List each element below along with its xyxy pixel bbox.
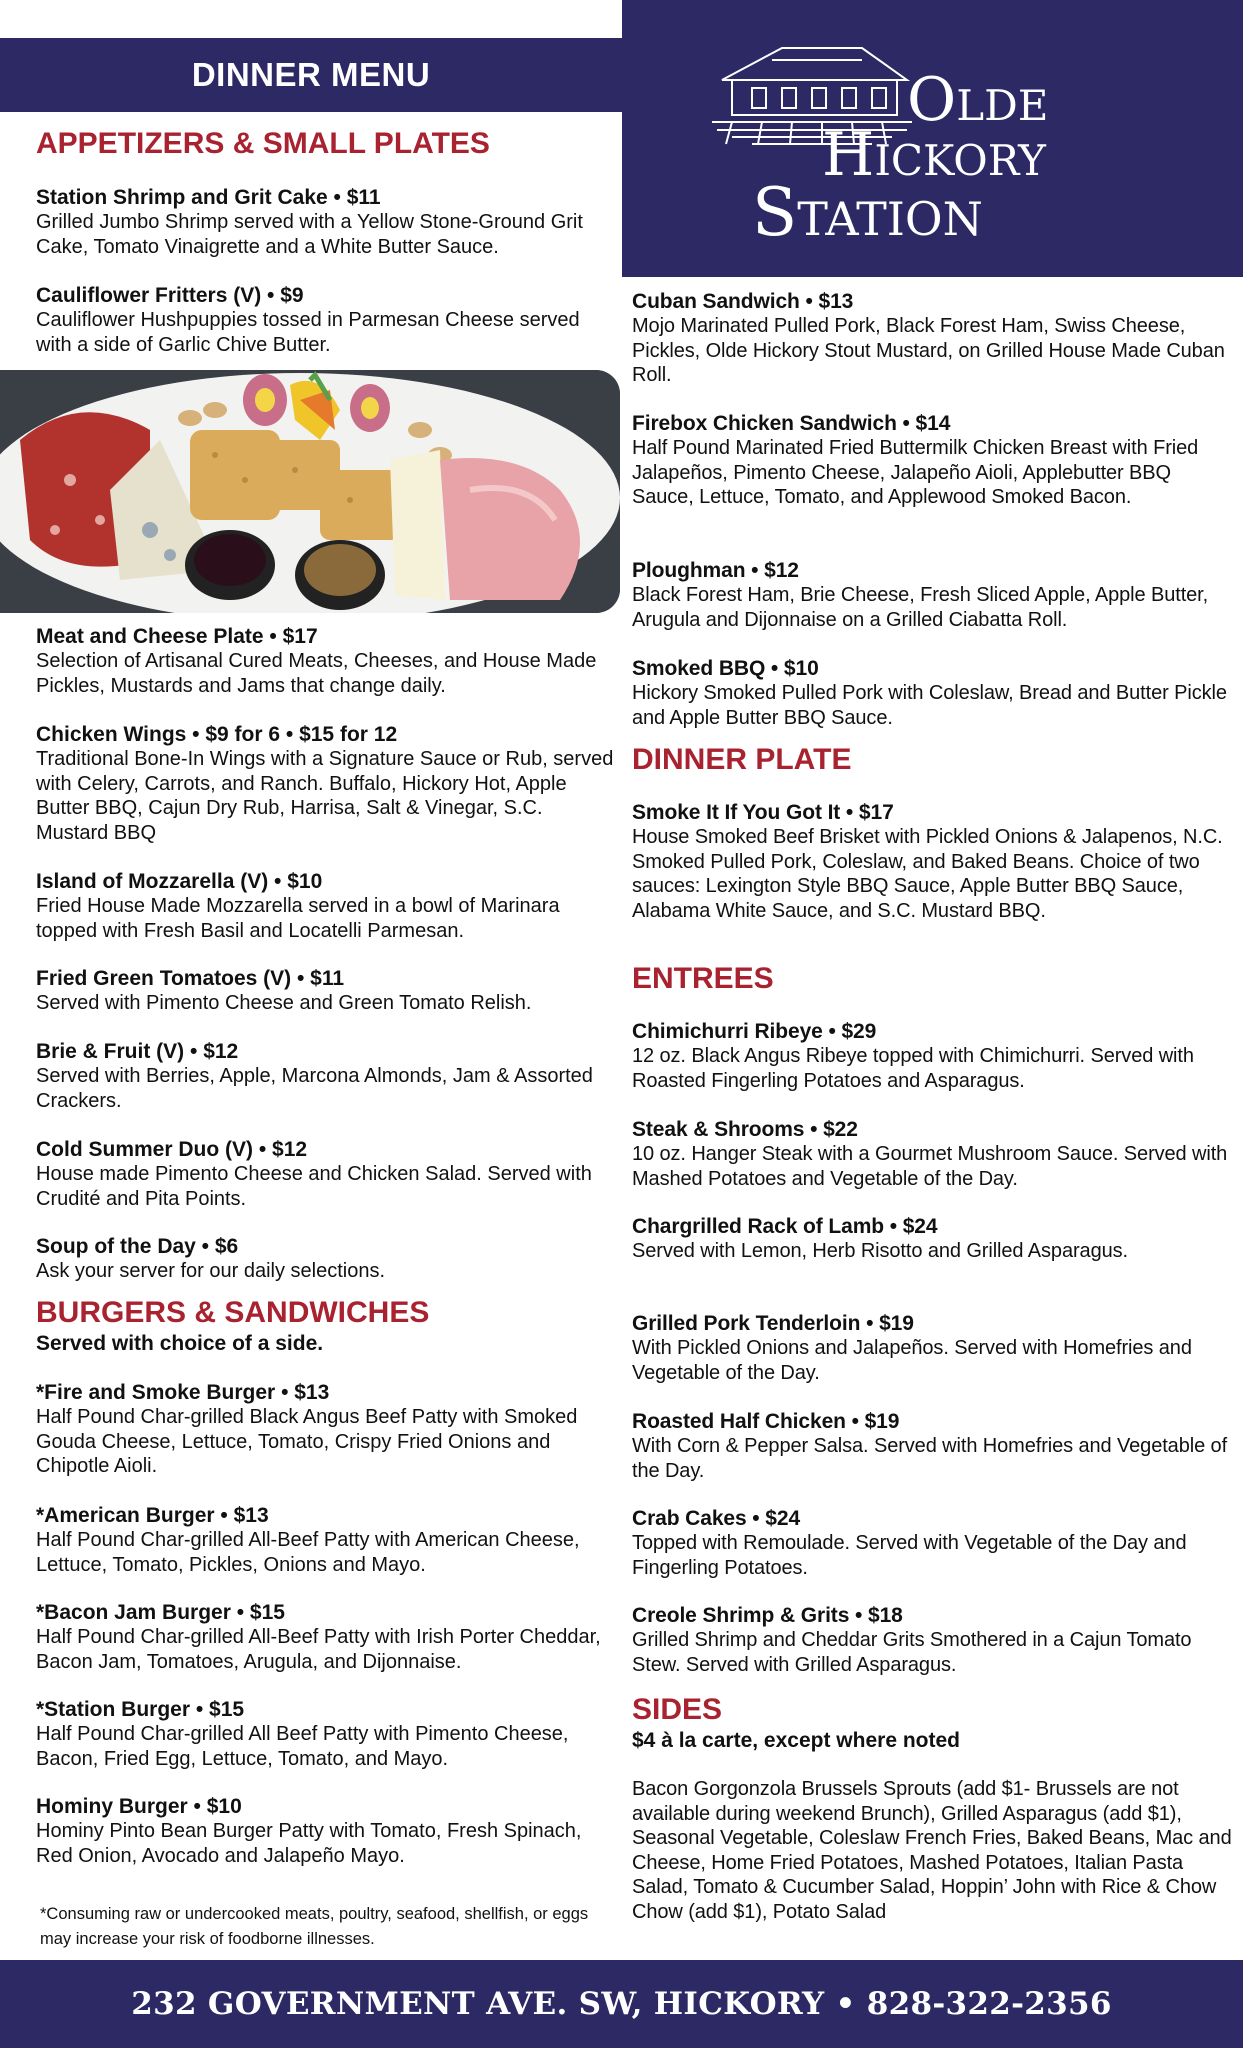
sides-subtitle: $4 à la carte, except where noted — [632, 1729, 960, 1752]
menu-item — [36, 185, 616, 259]
menu-item — [36, 1039, 616, 1113]
menu-item — [632, 558, 1232, 632]
item-description: Traditional Bone-In Wings with a Signature Sauce or Rub, served with Celery, Carrots, and Ranch. Buffalo, Hickory Hot, Apple Butter BBQ, Cajun Dry Rub, Harrisa, Salt & Vinegar, S.C. Mustard BBQ — [36, 748, 614, 844]
menu-item — [36, 1697, 616, 1771]
item-description: Served with Pimento Cheese and Green Tomato Relish. — [36, 992, 532, 1014]
item-description: Mojo Marinated Pulled Pork, Black Forest Ham, Swiss Cheese, Pickles, Olde Hickory Stout Mustard, on Grilled House Made Cuban Roll. — [632, 315, 1225, 386]
entrees-heading: ENTREES — [632, 962, 774, 995]
item-description: Grilled Shrimp and Cheddar Grits Smothered in a Cajun Tomato Stew. Served with Grilled Asparagus. — [632, 1629, 1192, 1676]
item-name: *Station Burger • $15 — [36, 1698, 245, 1721]
food-safety-notice: *Consuming raw or undercooked meats, poultry, seafood, shellfish, or eggs may increase your risk of foodborne illnesses. — [40, 1905, 589, 1948]
item-name: Soup of the Day • $6 — [36, 1235, 239, 1258]
item-name: Roasted Half Chicken • $19 — [632, 1410, 900, 1433]
sides-description: Bacon Gorgonzola Brussels Sprouts (add $1- Brussels are not available during weekend Brunch), Grilled Asparagus (add $1), Seasonal Vegetable, Coleslaw French Fries, Baked Beans, Mac and Cheese, Home Fried Potatoes, Mashed Potatoes, Italian Pasta Salad, Tomato & Cucumber Salad, Hoppin’ John with Rice & Chow Chow (add $1), Potato Salad — [632, 1778, 1232, 1923]
menu-item — [36, 869, 616, 943]
menu-item — [36, 1600, 616, 1674]
item-name: Creole Shrimp & Grits • $18 — [632, 1604, 903, 1627]
burgers-heading: BURGERS & SANDWICHES — [36, 1296, 430, 1329]
item-description: Half Pound Char-grilled All-Beef Patty with American Cheese, Lettuce, Tomato, Pickles, Onions and Mayo. — [36, 1529, 580, 1576]
menu-item — [632, 1603, 1232, 1677]
sides-heading: SIDES — [632, 1693, 723, 1726]
item-name: *Bacon Jam Burger • $15 — [36, 1601, 285, 1624]
item-description: Grilled Jumbo Shrimp served with a Yellow Stone-Ground Grit Cake, Tomato Vinaigrette and a White Butter Sauce. — [36, 211, 583, 258]
item-name: Island of Mozzarella (V) • $10 — [36, 870, 323, 893]
item-name: Ploughman • $12 — [632, 559, 799, 582]
dinner-menu-header — [0, 38, 622, 112]
menu-item — [36, 1503, 616, 1577]
appetizers-heading: APPETIZERS & SMALL PLATES — [36, 127, 490, 160]
item-name: Smoked BBQ • $10 — [632, 657, 819, 680]
meat-and-cheese-plate-photo — [0, 370, 620, 613]
menu-item — [632, 1117, 1232, 1191]
item-name: Brie & Fruit (V) • $12 — [36, 1040, 239, 1063]
menu-item — [632, 1409, 1232, 1483]
item-name: Smoke It If You Got It • $17 — [632, 801, 894, 824]
item-description: Selection of Artisanal Cured Meats, Cheeses, and House Made Pickles, Mustards and Jams that change daily. — [36, 650, 597, 697]
item-name: *Fire and Smoke Burger • $13 — [36, 1381, 330, 1404]
burgers-subtitle: Served with choice of a side. — [36, 1332, 324, 1355]
item-description: House made Pimento Cheese and Chicken Salad. Served with Crudité and Pita Points. — [36, 1163, 592, 1210]
menu-item — [632, 289, 1232, 388]
item-name: Cold Summer Duo (V) • $12 — [36, 1138, 308, 1161]
item-name: Chicken Wings • $9 for 6 • $15 for 12 — [36, 723, 398, 746]
item-description: Ask your server for our daily selections. — [36, 1260, 386, 1282]
item-description: Half Pound Char-grilled All Beef Patty with Pimento Cheese, Bacon, Fried Egg, Lettuce, Tomato, and Mayo. — [36, 1723, 569, 1770]
menu-item — [632, 1311, 1232, 1385]
footer-bar — [0, 1960, 1243, 2048]
item-name: Steak & Shrooms • $22 — [632, 1118, 858, 1141]
item-description: Served with Berries, Apple, Marcona Almonds, Jam & Assorted Crackers. — [36, 1065, 593, 1112]
logo-text-olde: Olde — [907, 65, 1049, 135]
item-name: Fried Green Tomatoes (V) • $11 — [36, 967, 345, 990]
menu-item — [36, 966, 616, 1016]
item-description: Half Pound Char-grilled Black Angus Beef Patty with Smoked Gouda Cheese, Lettuce, Tomato, Crispy Fried Onions and Chipotle Aioli. — [36, 1406, 578, 1477]
item-name: Chargrilled Rack of Lamb • $24 — [632, 1215, 938, 1238]
item-description: Fried House Made Mozzarella served in a bowl of Marinara topped with Fresh Basil and Locatelli Parmesan. — [36, 895, 560, 942]
menu-item — [632, 656, 1232, 730]
menu-item — [36, 283, 616, 357]
menu-item — [632, 411, 1232, 510]
item-name: Grilled Pork Tenderloin • $19 — [632, 1312, 914, 1335]
item-name: Chimichurri Ribeye • $29 — [632, 1020, 877, 1043]
menu-item — [632, 800, 1232, 923]
item-description: 10 oz. Hanger Steak with a Gourmet Mushroom Sauce. Served with Mashed Potatoes and Vegetable of the Day. — [632, 1143, 1228, 1190]
item-description: Topped with Remoulade. Served with Vegetable of the Day and Fingerling Potatoes. — [632, 1532, 1187, 1579]
item-description: With Pickled Onions and Jalapeños. Served with Homefries and Vegetable of the Day. — [632, 1337, 1192, 1384]
page-title: DINNER MENU — [191, 56, 431, 93]
item-description: Served with Lemon, Herb Risotto and Grilled Asparagus. — [632, 1240, 1128, 1262]
logo-block — [622, 0, 1243, 277]
menu-item — [36, 1794, 616, 1868]
menu-item — [36, 722, 616, 845]
menu-item — [36, 1234, 616, 1284]
menu-item — [36, 624, 616, 698]
dinner-plate-heading: DINNER PLATE — [632, 743, 852, 776]
logo-text-hickory: Hickory — [822, 120, 1046, 190]
item-description: House Smoked Beef Brisket with Pickled Onions & Jalapenos, N.C. Smoked Pulled Pork, Coleslaw, and Baked Beans. Choice of two sauces: Lexington Style BBQ Sauce, Apple Butter BBQ Sauce, Alabama White Sauce, and S.C. Mustard BBQ. — [632, 826, 1223, 922]
item-description: Cauliflower Hushpuppies tossed in Parmesan Cheese served with a side of Garlic Chive Butter. — [36, 309, 580, 356]
menu-item — [632, 1214, 1232, 1264]
logo-text-station: Station — [752, 174, 983, 251]
item-name: Hominy Burger • $10 — [36, 1795, 242, 1818]
menu-item — [36, 1380, 616, 1479]
item-description: Hickory Smoked Pulled Pork with Coleslaw, Bread and Butter Pickle and Apple Butter BBQ Sauce. — [632, 682, 1227, 729]
menu-item — [632, 1506, 1232, 1580]
item-name: Crab Cakes • $24 — [632, 1507, 801, 1530]
sides-list — [632, 1777, 1232, 1924]
charcuterie-image-icon — [0, 370, 620, 613]
item-name: Meat and Cheese Plate • $17 — [36, 625, 318, 648]
item-description: 12 oz. Black Angus Ribeye topped with Chimichurri. Served with Roasted Fingerling Potatoes and Asparagus. — [632, 1045, 1194, 1092]
menu-item — [632, 1019, 1232, 1093]
item-description: Black Forest Ham, Brie Cheese, Fresh Sliced Apple, Apple Butter, Arugula and Dijonnaise on a Grilled Ciabatta Roll. — [632, 584, 1209, 631]
item-name: Cauliflower Fritters (V) • $9 — [36, 284, 304, 307]
menu-item — [36, 1137, 616, 1211]
item-name: Station Shrimp and Grit Cake • $11 — [36, 186, 381, 209]
item-description: With Corn & Pepper Salsa. Served with Homefries and Vegetable of the Day. — [632, 1435, 1228, 1482]
item-name: Firebox Chicken Sandwich • $14 — [632, 412, 951, 435]
item-description: Hominy Pinto Bean Burger Patty with Tomato, Fresh Spinach, Red Onion, Avocado and Jalapeño Mayo. — [36, 1820, 582, 1867]
footer-address: 232 GOVERNMENT AVE. SW, HICKORY • 828-322-2356 — [131, 1986, 1112, 2022]
item-description: Half Pound Char-grilled All-Beef Patty with Irish Porter Cheddar, Bacon Jam, Tomatoes, Arugula, and Dijonnaise. — [36, 1626, 601, 1673]
item-name: Cuban Sandwich • $13 — [632, 290, 854, 313]
item-name: *American Burger • $13 — [36, 1504, 269, 1527]
item-description: Half Pound Marinated Fried Buttermilk Chicken Breast with Fried Jalapeños, Pimento Cheese, Jalapeño Aioli, Applebutter BBQ Sauce, Lettuce, Tomato, and Applewood Smoked Bacon. — [632, 437, 1199, 508]
